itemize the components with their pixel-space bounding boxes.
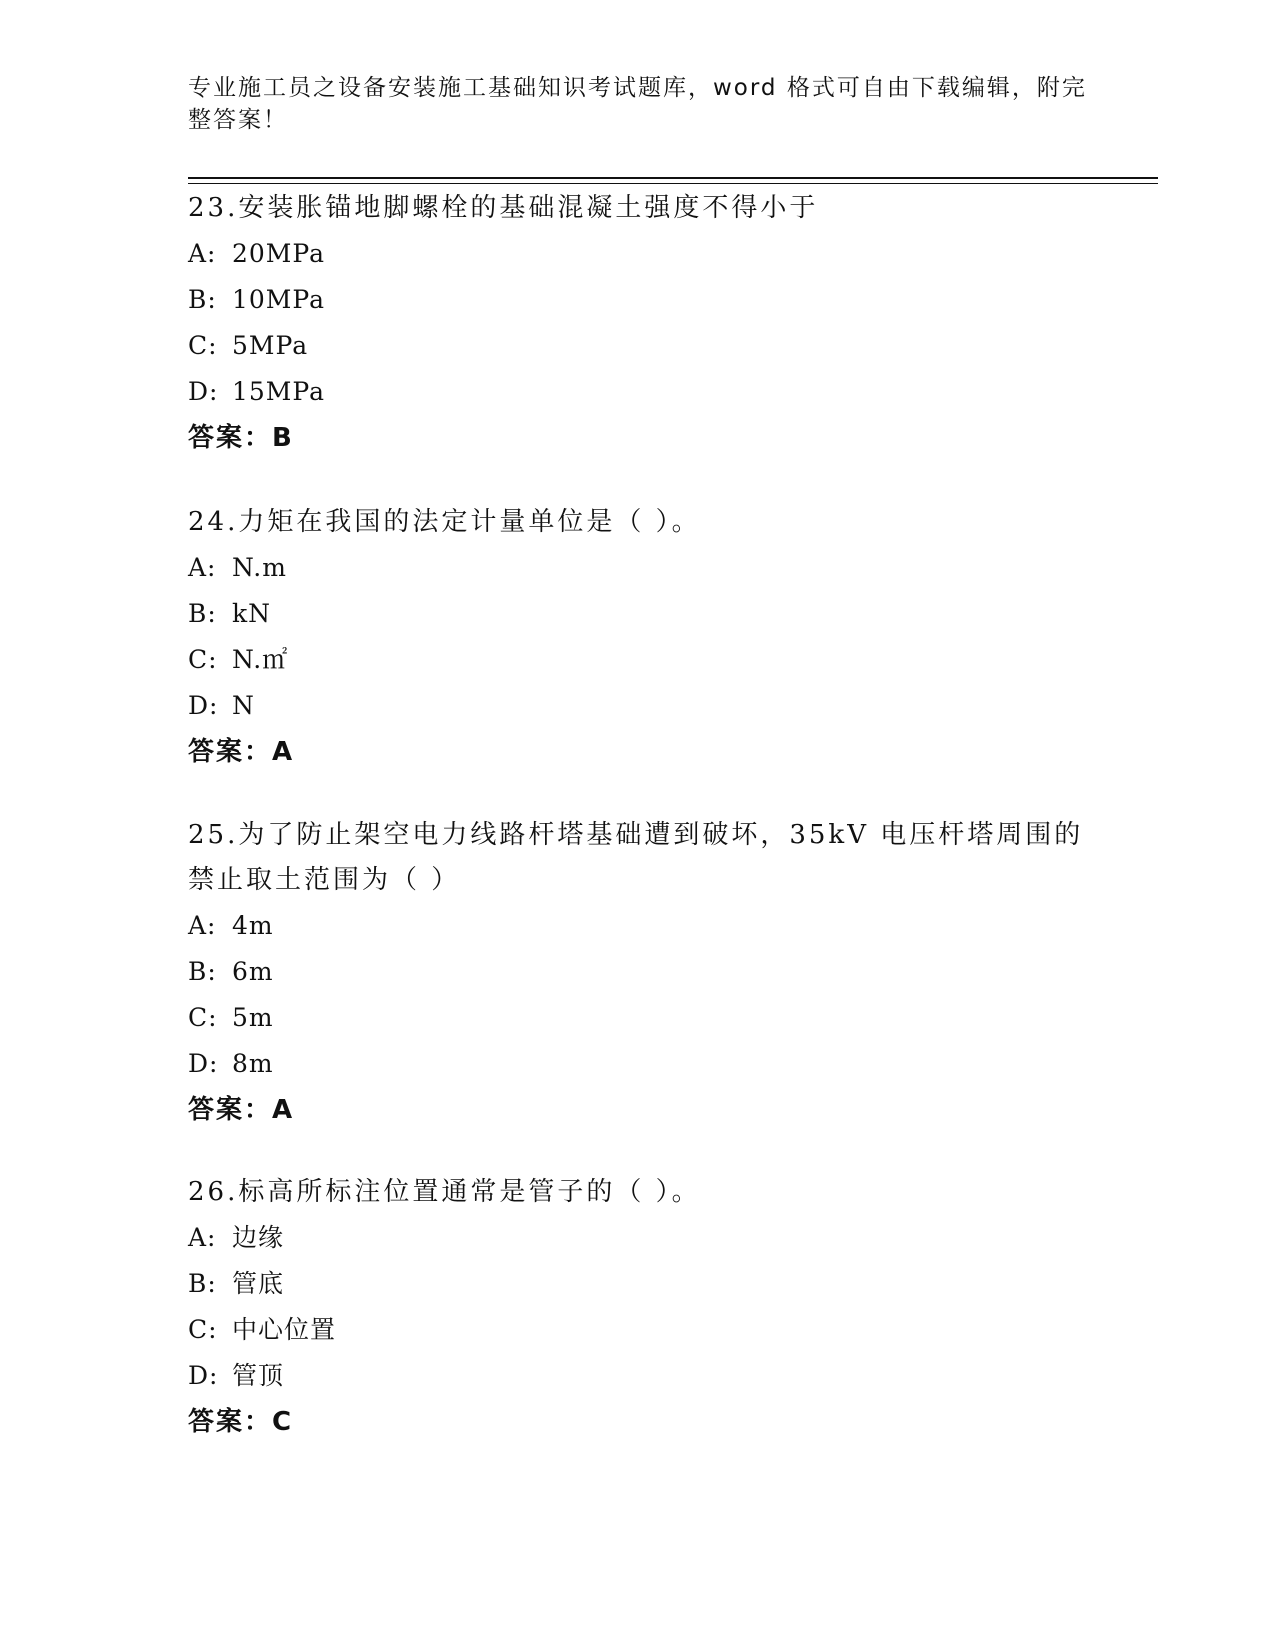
- option-letter: B:: [188, 599, 217, 628]
- option-a: [188, 1215, 1088, 1261]
- question-stem: 26.标高所标注位置通常是管子的（ ）。: [188, 1177, 701, 1207]
- question-24: [188, 500, 1088, 775]
- option-letter: B:: [188, 285, 217, 314]
- option-letter: A:: [188, 1223, 217, 1252]
- option-letter: A:: [188, 553, 217, 582]
- option-letter: D:: [188, 691, 219, 720]
- option-b: [188, 1261, 1088, 1307]
- option-c: [188, 323, 1088, 369]
- option-text: 20MPa: [232, 239, 326, 268]
- option-text: N.㎡: [232, 645, 289, 674]
- question-26: [188, 1170, 1088, 1445]
- option-b: [188, 591, 1088, 637]
- answer: 答案：A: [188, 737, 295, 767]
- option-letter: C:: [188, 331, 218, 360]
- question-stem: 25.为了防止架空电力线路杆塔基础遭到破坏，35kV 电压杆塔周围的禁止取土范围为（ ）: [188, 820, 1084, 895]
- option-text: 5m: [232, 1003, 274, 1032]
- option-a: [188, 231, 1088, 277]
- option-text: 15MPa: [232, 377, 326, 406]
- option-text: 中心位置: [232, 1315, 337, 1344]
- document-header: 专业施工员之设备安装施工基础知识考试题库，word 格式可自由下载编辑，附完整答案！: [188, 75, 1087, 133]
- option-letter: C:: [188, 645, 218, 674]
- option-d: [188, 1353, 1088, 1399]
- option-letter: D:: [188, 1361, 219, 1390]
- option-letter: B:: [188, 957, 217, 986]
- option-letter: C:: [188, 1315, 218, 1344]
- option-d: [188, 369, 1088, 415]
- option-b: [188, 277, 1088, 323]
- question-25: [188, 813, 1088, 1133]
- answer: 答案：B: [188, 423, 294, 453]
- option-text: 管底: [232, 1269, 285, 1298]
- option-text: 10MPa: [232, 285, 326, 314]
- option-text: N: [232, 691, 255, 720]
- option-text: 5MPa: [232, 331, 309, 360]
- question-23: [188, 186, 1088, 461]
- header-divider-thin: [188, 183, 1158, 184]
- option-d: [188, 1041, 1088, 1087]
- answer: 答案：C: [188, 1407, 294, 1437]
- option-letter: D:: [188, 1049, 219, 1078]
- option-letter: A:: [188, 239, 217, 268]
- option-letter: A:: [188, 911, 217, 940]
- option-letter: B:: [188, 1269, 217, 1298]
- question-stem: 23.安装胀锚地脚螺栓的基础混凝土强度不得小于: [188, 193, 819, 223]
- option-letter: D:: [188, 377, 219, 406]
- option-a: [188, 545, 1088, 591]
- option-c: [188, 995, 1088, 1041]
- option-d: [188, 683, 1088, 729]
- option-text: 4m: [232, 911, 274, 940]
- option-c: [188, 637, 1088, 683]
- header-divider-thick: [188, 177, 1158, 179]
- option-b: [188, 949, 1088, 995]
- question-stem: 24.力矩在我国的法定计量单位是（ ）。: [188, 507, 701, 537]
- option-text: 6m: [232, 957, 274, 986]
- option-text: N.m: [232, 553, 287, 582]
- option-text: 管顶: [232, 1361, 285, 1390]
- answer: 答案：A: [188, 1095, 295, 1125]
- option-text: 边缘: [232, 1223, 285, 1252]
- option-text: 8m: [232, 1049, 274, 1078]
- option-a: [188, 903, 1088, 949]
- option-c: [188, 1307, 1088, 1353]
- option-letter: C:: [188, 1003, 218, 1032]
- option-text: kN: [232, 599, 272, 628]
